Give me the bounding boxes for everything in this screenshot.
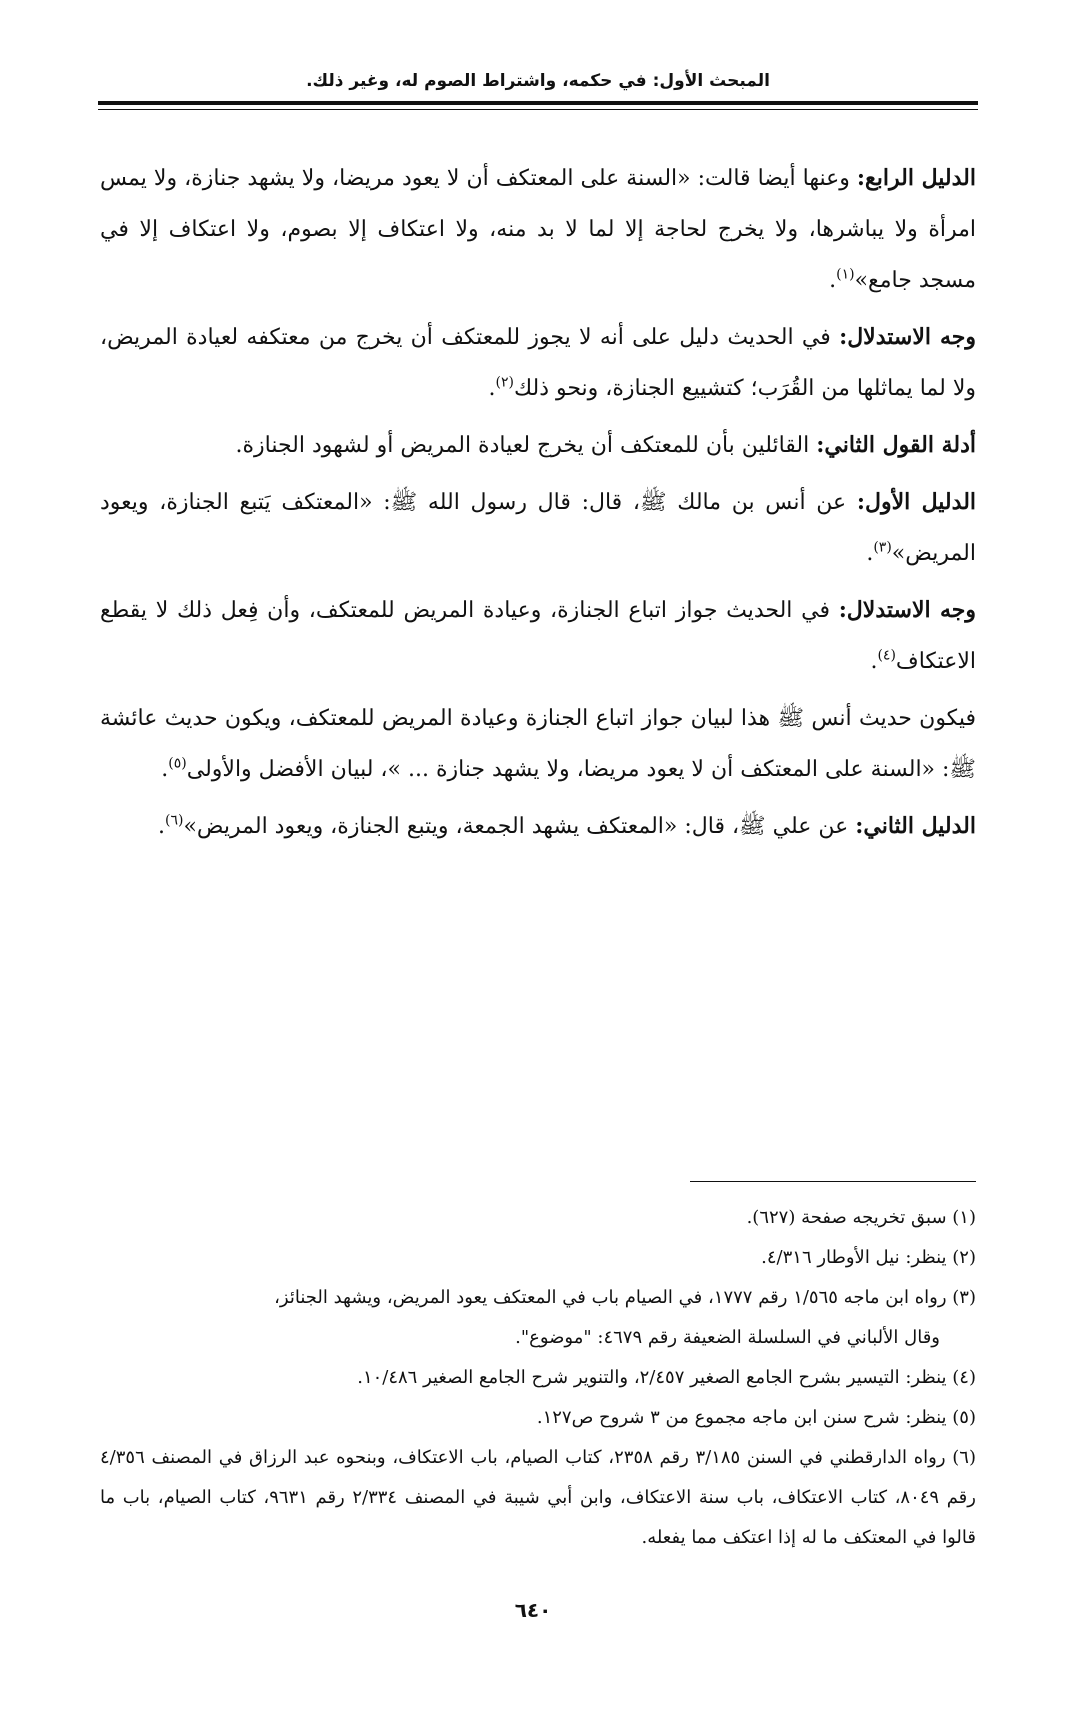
footnote-ref-3[interactable]: (٣) bbox=[873, 539, 892, 556]
paragraph-label: الدليل الأول: bbox=[856, 489, 977, 515]
paragraph-label: أدلة القول الثاني: bbox=[816, 432, 976, 458]
page-number: ٦٤٠ bbox=[514, 1598, 552, 1622]
paragraph-second-evidence bbox=[100, 801, 976, 852]
footnote-3-continued: وقال الألباني في السلسلة الضعيفة رقم ٤٦٧٩: "موضوع". bbox=[515, 1327, 940, 1348]
footnotes bbox=[100, 1198, 976, 1558]
header-rule-thin bbox=[98, 109, 978, 110]
paragraph-text: وعنها أيضا قالت: «السنة على المعتكف أن لا يعود مريضا، ولا يشهد جنازة، ولا يمس امرأة ولا يباشرها، ولا يخرج لحاجة إلا لما لا بد منه، ولا اعتكاف إلا بصوم، ولا اعتكاف إلا في مسجد جامع» bbox=[100, 166, 976, 293]
paragraph-reconciliation bbox=[100, 693, 976, 795]
paragraph-text: فيكون حديث أنس ﷺ هذا لبيان جواز اتباع الجنازة وعيادة المريض للمعتكف، ويكون حديث عائشة ﷺ: «السنة على المعتكف أن لا يعود مريضا، ولا يشهد جنازة ... »، لبيان الأفضل والأولى bbox=[100, 706, 976, 782]
main-text bbox=[100, 153, 976, 858]
paragraph-text: عن أنس بن مالك ﷺ، قال: قال رسول الله ﷺ: «المعتكف يَتبع الجنازة، ويعود المريض» bbox=[100, 490, 976, 566]
paragraph-end: . bbox=[870, 649, 878, 674]
paragraph-end: . bbox=[158, 814, 165, 839]
paragraph-fourth-evidence bbox=[100, 153, 976, 306]
paragraph-label: وجه الاستدلال: bbox=[839, 324, 976, 350]
paragraph-end: . bbox=[161, 757, 169, 782]
footnote-1: (١) سبق تخريجه صفحة (٦٢٧). bbox=[746, 1207, 976, 1228]
paragraph-end: . bbox=[488, 376, 496, 401]
footnote-ref-1[interactable]: (١) bbox=[836, 266, 855, 283]
footnote-ref-6[interactable]: (٦) bbox=[165, 812, 184, 829]
paragraph-text: القائلين بأن للمعتكف أن يخرج لعيادة المريض أو لشهود الجنازة. bbox=[235, 433, 817, 458]
footnote-5: (٥) ينظر: شرح سنن ابن ماجه مجموع من ٣ شروح ص١٢٧. bbox=[536, 1407, 976, 1428]
paragraph-first-evidence bbox=[100, 477, 976, 579]
footnote-separator bbox=[690, 1181, 976, 1182]
paragraph-inference-1 bbox=[100, 312, 976, 414]
header-rule-thick bbox=[98, 101, 978, 105]
footnote-ref-5[interactable]: (٥) bbox=[168, 755, 187, 772]
paragraph-label: الدليل الثاني: bbox=[855, 813, 976, 839]
footnote-4: (٤) ينظر: التيسير بشرح الجامع الصغير ٢/٤٥٧، والتنوير شرح الجامع الصغير ١٠/٤٨٦. bbox=[357, 1367, 976, 1388]
footnote-ref-2[interactable]: (٢) bbox=[495, 374, 514, 391]
running-head: المبحث الأول: في حكمه، واشتراط الصوم له، وغير ذلك. bbox=[306, 71, 770, 91]
paragraph-end: . bbox=[829, 268, 837, 293]
paragraph-inference-2 bbox=[100, 585, 976, 687]
paragraph-label: الدليل الرابع: bbox=[856, 165, 976, 191]
paragraph-label: وجه الاستدلال: bbox=[838, 597, 977, 623]
paragraph-second-opinion-evidence bbox=[100, 420, 976, 471]
footnote-ref-4[interactable]: (٤) bbox=[877, 647, 896, 664]
footnote-2: (٢) ينظر: نيل الأوطار ٤/٣١٦. bbox=[761, 1247, 976, 1268]
paragraph-text: في الحديث دليل على أنه لا يجوز للمعتكف أن يخرج من معتكفه لعيادة المريض، ولا لما يماثلها من القُرَب؛ كتشييع الجنازة، ونحو ذلك bbox=[100, 325, 976, 401]
paragraph-text: في الحديث جواز اتباع الجنازة، وعيادة المريض للمعتكف، وأن فِعل ذلك لا يقطع الاعتكاف bbox=[100, 598, 976, 674]
footnote-3: (٣) رواه ابن ماجه ١/٥٦٥ رقم ١٧٧٧، في الصيام باب في المعتكف يعود المريض، ويشهد الجنائز، bbox=[274, 1287, 976, 1308]
paragraph-text: عن علي ﷺ، قال: «المعتكف يشهد الجمعة، ويتبع الجنازة، ويعود المريض» bbox=[183, 814, 856, 839]
footnote-6: (٦) رواه الدارقطني في السنن ٣/١٨٥ رقم ٢٣٥٨، كتاب الصيام، باب الاعتكاف، وبنحوه عبد الرزاق في المصنف ٤/٣٥٦ رقم ٨٠٤٩، كتاب الاعتكاف، باب سنة الاعتكاف، وابن أبي شيبة في المصنف ٢/٣٣٤ رقم ٩٦٣١، كتاب الصيام، باب ما قالوا في المعتكف ما له إذا اعتكف مما يفعله. bbox=[100, 1447, 976, 1548]
paragraph-end: . bbox=[866, 541, 874, 566]
